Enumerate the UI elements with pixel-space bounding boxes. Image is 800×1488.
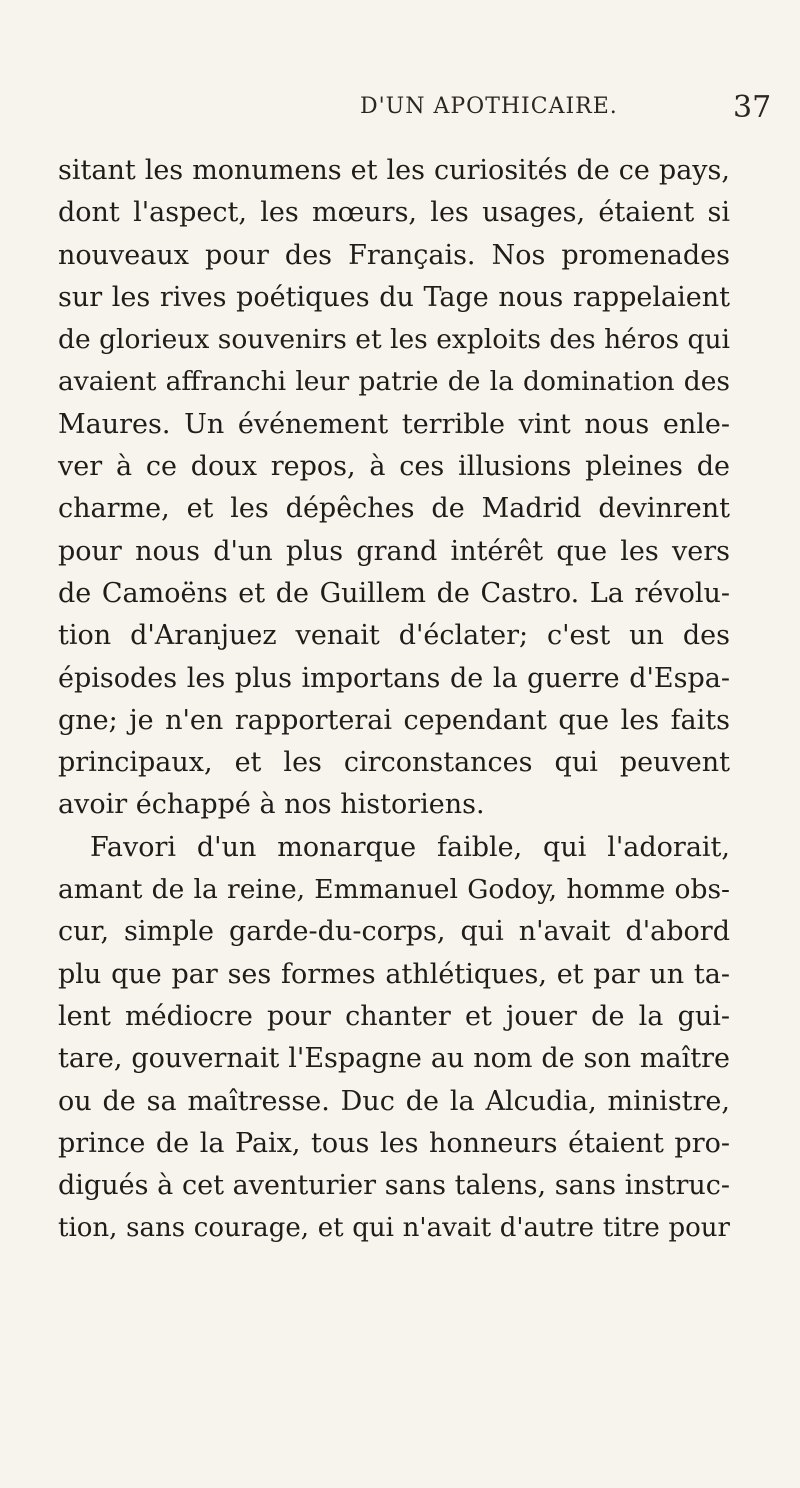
text-line: de Camoëns et de Guillem de Castro. La révolu- — [58, 577, 730, 609]
running-head — [360, 90, 780, 134]
running-title: D'UN APOTHICAIRE. — [360, 94, 618, 119]
text-line: Favori d'un monarque faible, qui l'adorait, — [90, 831, 730, 863]
body-text — [58, 150, 730, 1250]
text-line: prince de la Paix, tous les honneurs étaient pro- — [58, 1127, 730, 1159]
text-line: gne; je n'en rapporterai cependant que les faits — [58, 704, 730, 736]
text-line: principaux, et les circonstances qui peuvent — [58, 747, 730, 779]
text-line: dont l'aspect, les mœurs, les usages, étaient si — [58, 197, 730, 229]
text-line: ver à ce doux repos, à ces illusions pleines de — [58, 451, 730, 483]
text-line: pour nous d'un plus grand intérêt que les vers — [58, 535, 730, 567]
text-line: Maures. Un événement terrible vint nous enle- — [58, 408, 730, 440]
text-line: sitant les monumens et les curiosités de ce pays, — [58, 155, 730, 186]
text-line: cur, simple garde-du-corps, qui n'avait d'abord — [58, 916, 730, 948]
text-line: ou de sa maîtresse. Duc de la Alcudia, ministre, — [58, 1085, 730, 1117]
text-line: tion, sans courage, et qui n'avait d'autre titre pour — [58, 1213, 730, 1244]
text-line: charme, et les dépêches de Madrid devinrent — [58, 493, 730, 525]
text-line: sur les rives poétiques du Tage nous rappelaient — [58, 281, 730, 313]
text-line: avoir échappé à nos historiens. — [58, 789, 485, 821]
page-number: 37 — [733, 90, 772, 125]
text-line: plu que par ses formes athlétiques, et par un ta- — [58, 958, 730, 990]
text-line: avaient affranchi leur patrie de la domination des — [58, 366, 730, 398]
text-line: de glorieux souvenirs et les exploits des héros qui — [58, 324, 730, 356]
text-line: nouveaux pour des Français. Nos promenades — [58, 239, 730, 271]
text-line: lent médiocre pour chanter et jouer de la gui- — [58, 1000, 730, 1032]
text-line: tion d'Aranjuez venait d'éclater; c'est un des — [58, 620, 730, 652]
text-line: amant de la reine, Emmanuel Godoy, homme obs- — [58, 874, 730, 906]
text-line: tare, gouvernait l'Espagne au nom de son maître — [58, 1043, 730, 1075]
text-line: épisodes les plus importans de la guerre d'Espa- — [58, 662, 730, 694]
text-line: digués à cet aventurier sans talens, sans instruc- — [58, 1170, 730, 1202]
